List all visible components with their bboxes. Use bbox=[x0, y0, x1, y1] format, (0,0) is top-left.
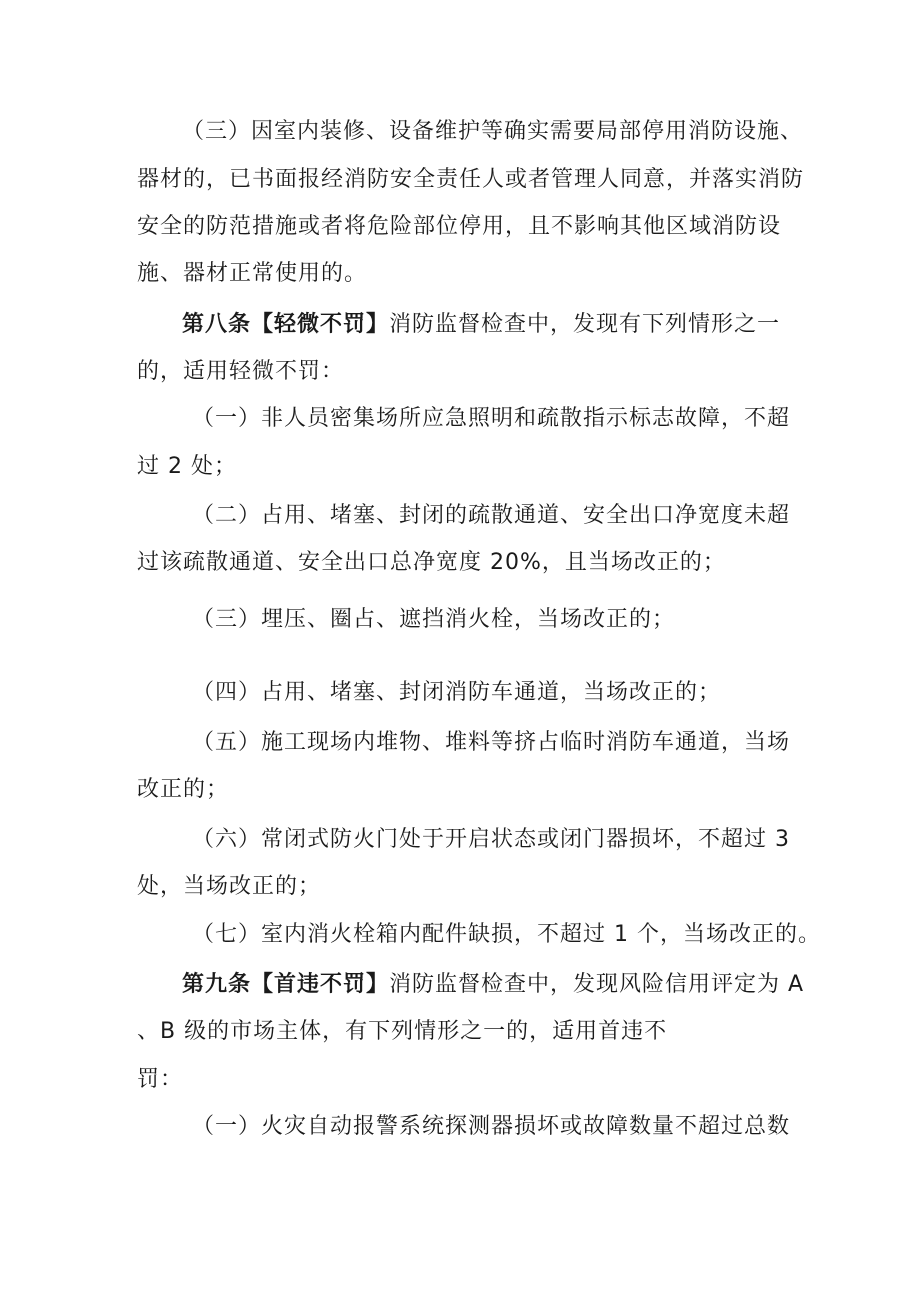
paragraph-line: 的，适用轻微不罚： bbox=[137, 359, 345, 384]
list-item-line: 过该疏散通道、安全出口总净宽度 20%，且当场改正的； bbox=[137, 550, 726, 575]
article-8-line bbox=[182, 310, 780, 340]
paragraph-line: 安全的防范措施或者将危险部位停用，且不影响其他区域消防设 bbox=[137, 214, 782, 239]
article-8-heading: 第八条【轻微不罚】 bbox=[182, 312, 390, 337]
list-item-line: 过 2 处； bbox=[137, 454, 237, 479]
list-item-line: （七）室内消火栓箱内配件缺损，不超过 1 个，当场改正的。 bbox=[192, 922, 821, 947]
paragraph-line: 、B 级的市场主体，有下列情形之一的，适用首违不 bbox=[137, 1019, 668, 1044]
list-item-line: （三）埋压、圈占、遮挡消火栓，当场改正的； bbox=[192, 607, 676, 632]
list-item-line: （四）占用、堵塞、封闭消防车通道，当场改正的； bbox=[192, 680, 722, 705]
article-9-heading: 第九条【首违不罚】 bbox=[182, 972, 390, 997]
list-item-line: （一）非人员密集场所应急照明和疏散指示标志故障，不超 bbox=[192, 406, 791, 431]
article-8-text: 消防监督检查中，发现有下列情形之一 bbox=[389, 312, 781, 337]
paragraph-line: （三）因室内装修、设备维护等确实需要局部停用消防设施、 bbox=[182, 119, 804, 144]
list-item-line: 改正的； bbox=[137, 777, 230, 802]
article-9-line bbox=[182, 970, 804, 1000]
paragraph-line: 施、器材正常使用的。 bbox=[137, 261, 368, 286]
list-item-line: （六）常闭式防火门处于开启状态或闭门器损坏，不超过 3 bbox=[192, 827, 790, 852]
list-item-line: 处，当场改正的； bbox=[137, 874, 322, 899]
list-item-line: （五）施工现场内堆物、堆料等挤占临时消防车通道，当场 bbox=[192, 730, 791, 755]
paragraph-line: 器材的，已书面报经消防安全责任人或者管理人同意，并落实消防 bbox=[137, 167, 805, 192]
list-item-line: （一）火灾自动报警系统探测器损坏或故障数量不超过总数 bbox=[192, 1114, 791, 1139]
paragraph-line: 罚： bbox=[137, 1067, 184, 1092]
list-item-line: （二）占用、堵塞、封闭的疏散通道、安全出口净宽度未超 bbox=[192, 503, 791, 528]
article-9-text: 消防监督检查中，发现风险信用评定为 A bbox=[389, 972, 805, 997]
